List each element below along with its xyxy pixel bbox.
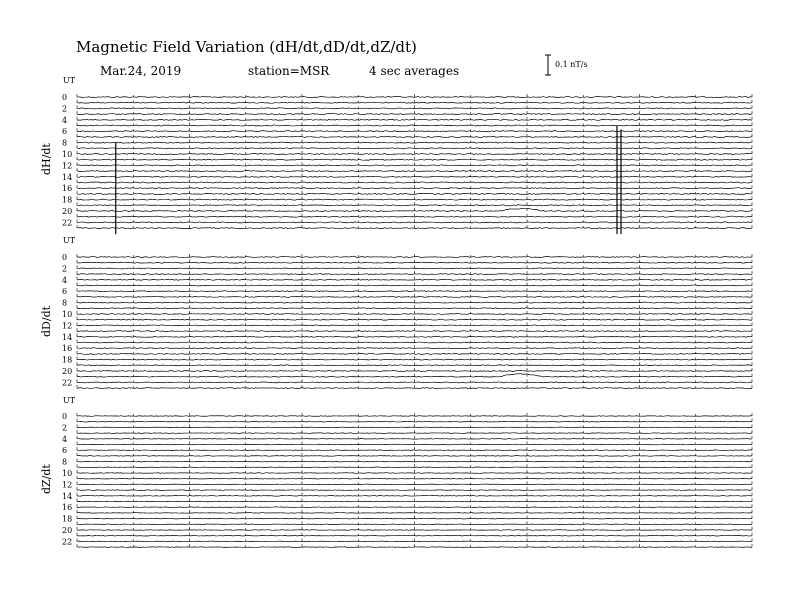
y-tick-label: 2 xyxy=(62,264,68,274)
y-tick-label: 14 xyxy=(62,172,73,182)
y-tick-label: 6 xyxy=(62,287,68,297)
y-tick-label: 8 xyxy=(62,298,68,308)
chart-title: Magnetic Field Variation (dH/dt,dD/dt,dZ/dt) xyxy=(76,38,417,56)
y-tick-label: 2 xyxy=(62,423,68,433)
y-tick-label: 8 xyxy=(62,138,68,148)
y-tick-label: 10 xyxy=(62,469,73,478)
y-tick-label: 12 xyxy=(62,321,73,331)
y-tick-label: 10 xyxy=(62,150,73,159)
y-tick-label: 16 xyxy=(62,503,73,513)
y-tick-label: 20 xyxy=(62,367,73,376)
station-label: station=MSR xyxy=(248,64,330,78)
y-tick-label: 12 xyxy=(62,480,73,490)
ut-axis-label-dh: UT xyxy=(63,76,76,85)
y-tick-label: 6 xyxy=(62,446,68,456)
y-tick-label: 10 xyxy=(62,310,73,319)
y-tick-label: 22 xyxy=(62,218,73,228)
y-tick-label: 14 xyxy=(62,491,73,501)
y-tick-label: 18 xyxy=(62,514,73,524)
y-tick-label: 6 xyxy=(62,127,68,137)
ut-axis-label-dd: UT xyxy=(63,236,76,245)
y-tick-label: 2 xyxy=(62,104,68,114)
averaging-label: 4 sec averages xyxy=(369,64,460,78)
y-tick-label: 18 xyxy=(62,355,73,365)
y-tick-label: 16 xyxy=(62,344,73,354)
y-tick-label: 22 xyxy=(62,378,73,388)
y-tick-label: 4 xyxy=(62,115,68,125)
ut-axis-label-dz: UT xyxy=(63,396,76,405)
y-tick-label: 16 xyxy=(62,184,73,194)
y-tick-label: 4 xyxy=(62,434,68,444)
y-tick-label: 22 xyxy=(62,537,73,547)
y-tick-label: 4 xyxy=(62,275,68,285)
y-tick-label: 0 xyxy=(62,412,68,421)
y-tick-label: 14 xyxy=(62,332,73,342)
panel-label-dz: dZ/dt xyxy=(40,464,53,494)
y-tick-label: 18 xyxy=(62,195,73,205)
y-tick-label: 8 xyxy=(62,457,68,467)
scale-bar-label: 0.1 nT/s xyxy=(555,60,588,69)
y-tick-label: 0 xyxy=(62,93,68,102)
date-label: Mar.24, 2019 xyxy=(100,64,182,78)
y-tick-label: 0 xyxy=(62,253,68,262)
y-tick-label: 12 xyxy=(62,161,73,171)
y-tick-label: 20 xyxy=(62,526,73,535)
panel-label-dh: dH/dt xyxy=(40,143,53,175)
y-tick-label: 20 xyxy=(62,207,73,216)
panel-label-dd: dD/dt xyxy=(40,305,53,337)
